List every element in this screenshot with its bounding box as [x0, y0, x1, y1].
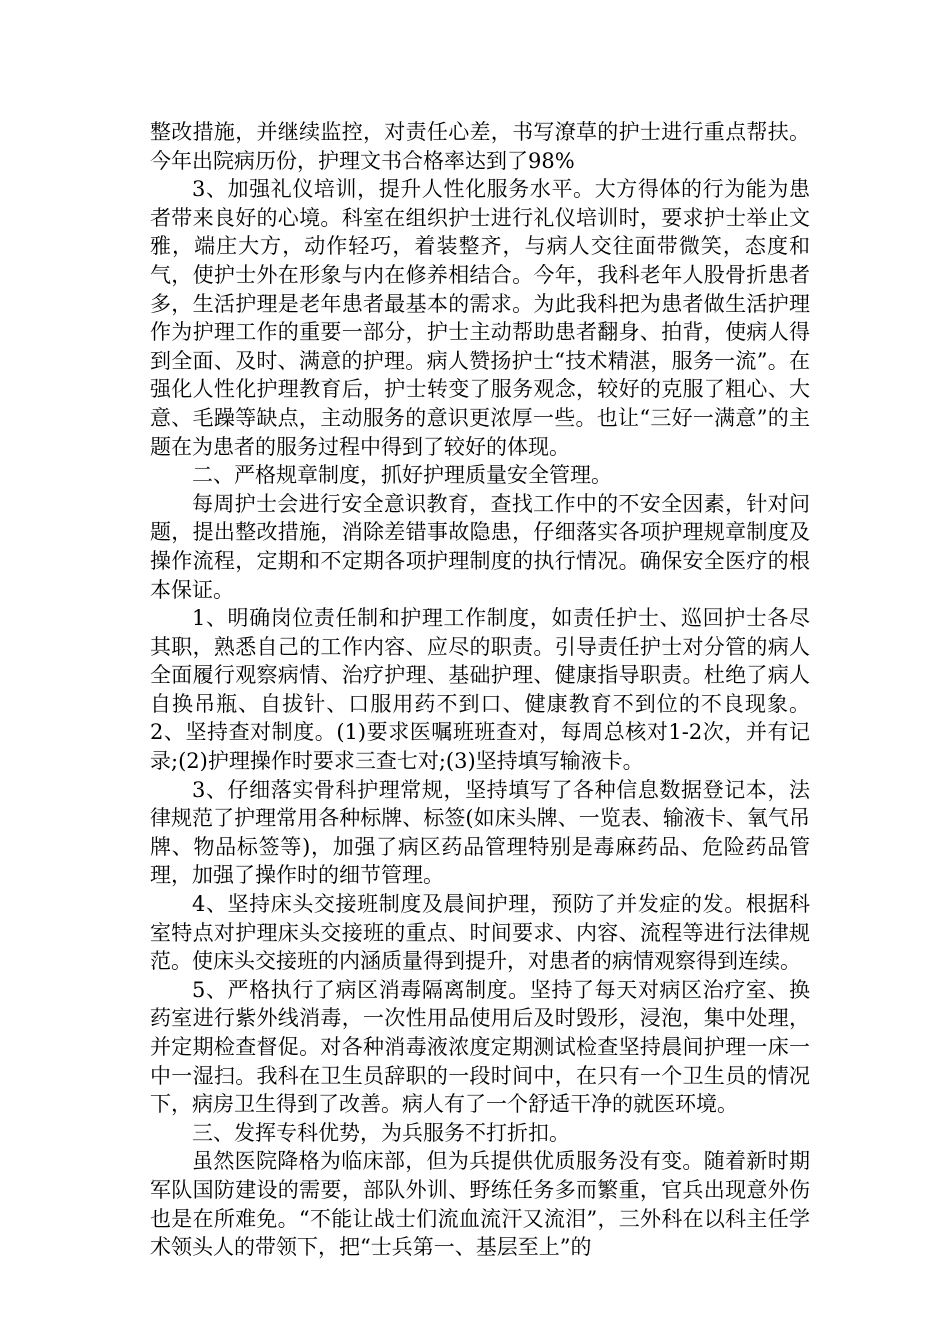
paragraph-soldier-service: 虽然医院降格为临床部，但为兵提供优质服务没有变。随着新时期军队国防建设的需要，部队外训、野练任务多而繁重，官兵出现意外伤也是在所难免。“不能让战士们流血流汗又流泪”，三外科在以科主任学术领头人的带领下，把“士兵第一、基层至上”的 [150, 1149, 810, 1260]
section-heading-3: 三、发挥专科优势，为兵服务不打折扣。 [192, 1120, 570, 1145]
paragraph-continuation: 整改措施，并继续监控，对责任心差，书写潦草的护士进行重点帮扶。今年出院病历份，护理文书合格率达到了98% [150, 120, 810, 173]
paragraph-disinfection: 5、严格执行了病区消毒隔离制度。坚持了每天对病区治疗室、换药室进行紫外线消毒，一次性用品使用后及时毁形，浸泡，集中处理，并定期检查督促。对各种消毒液浓度定期测试检查坚持晨间护理一床一中一湿扫。我科在卫生员辞职的一段时间中，在只有一个卫生员的情况下，病房卫生得到了改善。病人有了一个舒适干净的就医环境。 [150, 977, 810, 1117]
paragraph-safety-education: 每周护士会进行安全意识教育，查找工作中的不安全因素，针对问题，提出整改措施，消除差错事故隐患，仔细落实各项护理规章制度及操作流程，定期和不定期各项护理制度的执行情况。确保安全医疗的根本保证。 [150, 491, 810, 602]
paragraph-orthopedic-routine: 3、仔细落实骨科护理常规，坚持填写了各种信息数据登记本，法律规范了护理常用各种标牌、标签(如床头牌、一览表、输液卡、氧气吊牌、物品标签等)，加强了病区药品管理特别是毒麻药品、危险药品管理，加强了操作时的细节管理。 [150, 777, 810, 888]
section-heading-2: 二、严格规章制度，抓好护理质量安全管理。 [192, 463, 612, 488]
paragraph-handover: 4、坚持床头交接班制度及晨间护理，预防了并发症的发。根据科室特点对护理床头交接班的重点、时间要求、内容、流程等进行法律规范。使床头交接班的内涵质量得到提升，对患者的病情观察得到连续。 [150, 892, 810, 974]
paragraph-etiquette-training: 3、加强礼仪培训，提升人性化服务水平。大方得体的行为能为患者带来良好的心境。科室在组织护士进行礼仪培训时，要求护士举止文雅，端庄大方，动作轻巧，着装整齐，与病人交往面带微笑，态度和气，使护士外在形象与内在修养相结合。今年，我科老年人股骨折患者多，生活护理是老年患者最基本的需求。为此我科把为患者做生活护理作为护理工作的重要一部分，护士主动帮助患者翻身、拍背，使病人得到全面、及时、满意的护理。病人赞扬护士“技术精湛，服务一流”。在强化人性化护理教育后，护士转变了服务观念，较好的克服了粗心、大意、毛躁等缺点，主动服务的意识更浓厚一些。也让“三好一满意”的主题在为患者的服务过程中得到了较好的体现。 [150, 177, 810, 459]
document-page [150, 118, 810, 1262]
paragraph-responsibility-system: 1、明确岗位责任制和护理工作制度，如责任护士、巡回护士各尽其职，熟悉自己的工作内容、应尽的职责。引导责任护士对分管的病人全面履行观察病情、治疗护理、基础护理、健康指导职责。杜绝了病人自换吊瓶、自拔针、口服用药不到口、健康教育不到位的不良现象。2、坚持查对制度。(1)要求医嘱班班查对，每周总核对1-2次，并有记录;(2)护理操作时要求三查七对;(3)坚持填写输液卡。 [150, 606, 810, 774]
